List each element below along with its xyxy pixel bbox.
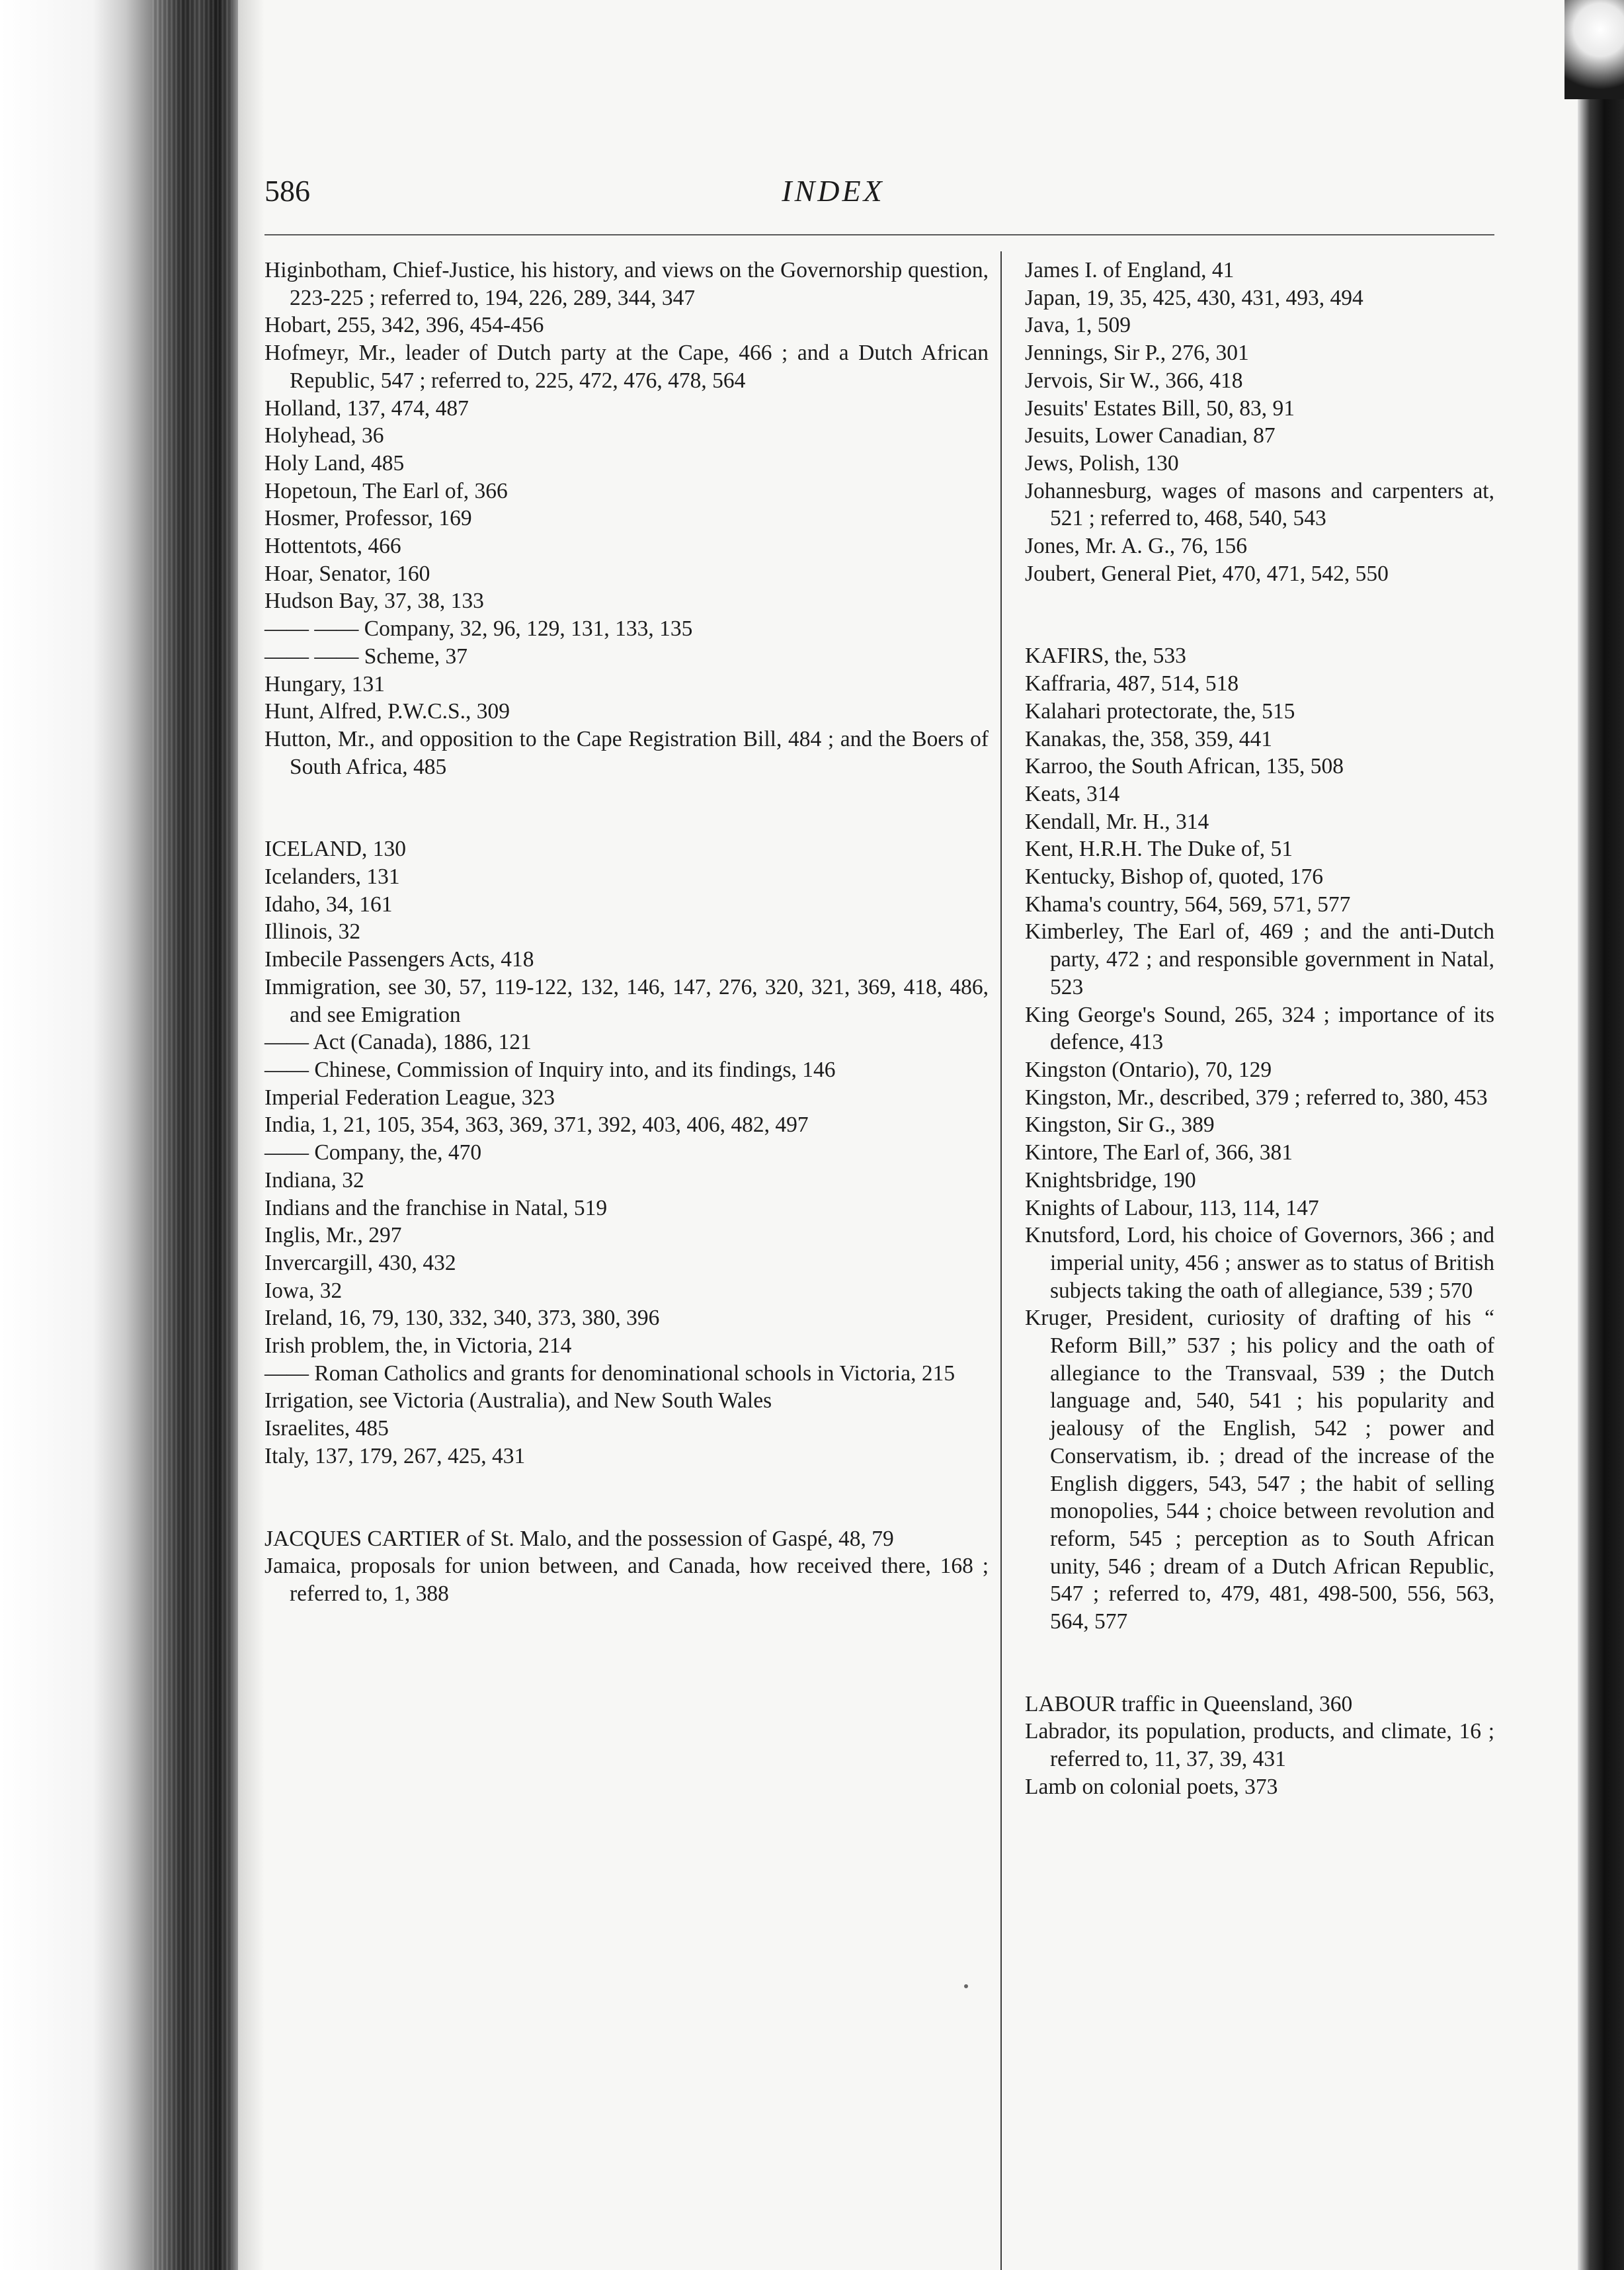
index-entry: King George's Sound, 265, 324 ; importance of its defence, 413 (1025, 1002, 1494, 1055)
index-entry: —— Roman Catholics and grants for denominational schools in Victoria, 215 (264, 1361, 955, 1386)
index-entry: Kingston (Ontario), 70, 129 (1025, 1057, 1272, 1082)
index-entry: Immigration, see 30, 57, 119-122, 132, 146, 147, 276, 320, 321, 369, 418, 486, and see Emigration (264, 974, 989, 1027)
index-entry: Knightsbridge, 190 (1025, 1167, 1196, 1193)
index-entry: Hunt, Alfred, P.W.C.S., 309 (264, 699, 510, 724)
index-entry: Iowa, 32 (264, 1278, 343, 1303)
index-entry: India, 1, 21, 105, 354, 363, 369, 371, 392, 403, 406, 482, 497 (264, 1113, 809, 1138)
index-entry: Hopetoun, The Earl of, 366 (264, 478, 508, 503)
index-entry: James I. of England, 41 (1025, 258, 1235, 282)
index-entry: Kingston, Mr., described, 379 ; referred to, 380, 453 (1025, 1085, 1488, 1110)
index-entry: KAFIRS, the, 533 (1025, 644, 1186, 669)
index-entry: Kanakas, the, 358, 359, 441 (1025, 726, 1273, 751)
index-entry: —— —— Company, 32, 96, 129, 131, 133, 135 (264, 616, 693, 642)
index-entry: Hungary, 131 (264, 671, 386, 696)
index-entry: Hoar, Senator, 160 (264, 561, 430, 586)
index-entry: Kingston, Sir G., 389 (1025, 1113, 1215, 1138)
index-entry: Japan, 19, 35, 425, 430, 431, 493, 494 (1025, 285, 1363, 310)
index-entry: Imperial Federation League, 323 (264, 1085, 555, 1110)
index-entry: Java, 1, 509 (1025, 313, 1131, 338)
ink-speck (964, 1984, 968, 1988)
index-entry: ICELAND, 130 (264, 837, 407, 862)
running-head: INDEX (782, 174, 885, 208)
index-entry: Illinois, 32 (264, 919, 361, 945)
index-entry: Higinbotham, Chief-Justice, his history, and views on the Governorship question, 223-225 ; referred to, 194, 226, 289, 344, 347 (264, 258, 989, 310)
index-entry: Knutsford, Lord, his choice of Governors, 366 ; and imperial unity, 456 ; answer as to status of British subjects taking the oath of allegiance, 539 ; 570 (1025, 1223, 1494, 1303)
page-number: 586 (264, 174, 310, 208)
index-entry: Jervois, Sir W., 366, 418 (1025, 368, 1243, 393)
index-entry: Hobart, 255, 342, 396, 454-456 (264, 313, 544, 338)
index-entry: Jews, Polish, 130 (1025, 450, 1179, 476)
index-entry: Khama's country, 564, 569, 571, 577 (1025, 892, 1351, 917)
index-entry: Invercargill, 430, 432 (264, 1250, 456, 1275)
index-entry: Holland, 137, 474, 487 (264, 396, 469, 421)
index-entry: Irrigation, see Victoria (Australia), and New South Wales (264, 1388, 772, 1413)
index-entry: LABOUR traffic in Queensland, 360 (1025, 1691, 1353, 1716)
index-entry: Hudson Bay, 37, 38, 133 (264, 589, 484, 614)
index-entry: Kalahari protectorate, the, 515 (1025, 698, 1295, 724)
index-entry: Hosmer, Professor, 169 (264, 506, 472, 531)
index-entry: Kimberley, The Earl of, 469 ; and the anti-Dutch party, 472 ; and responsible government in Natal, 523 (1025, 919, 1494, 999)
index-entry: Kentucky, Bishop of, quoted, 176 (1025, 864, 1323, 890)
index-entry: Jesuits, Lower Canadian, 87 (1025, 423, 1276, 448)
index-entry: —— Chinese, Commission of Inquiry into, and its findings, 146 (264, 1057, 836, 1082)
index-entry: Knights of Labour, 113, 114, 147 (1025, 1195, 1319, 1220)
right-corner-mark (1564, 0, 1624, 99)
index-entry: Jesuits' Estates Bill, 50, 83, 91 (1025, 396, 1295, 421)
column-divider (1000, 251, 1002, 2270)
index-entry: Jennings, Sir P., 276, 301 (1025, 341, 1249, 366)
index-entry: Kendall, Mr. H., 314 (1025, 809, 1209, 834)
index-entry: Kent, H.R.H. The Duke of, 51 (1025, 837, 1293, 862)
index-entry: Ireland, 16, 79, 130, 332, 340, 373, 380, 396 (264, 1306, 660, 1331)
section-gap (264, 780, 989, 835)
index-entry: Joubert, General Piet, 470, 471, 542, 550 (1025, 561, 1389, 586)
index-entry: Irish problem, the, in Victoria, 214 (264, 1333, 572, 1359)
page-edges-texture (152, 0, 231, 2270)
index-entry: Jamaica, proposals for union between, and Canada, how received there, 168 ; referred to, 1, 388 (264, 1554, 989, 1606)
index-entry: Inglis, Mr., 297 (264, 1223, 402, 1248)
page-header (264, 173, 1494, 226)
section-gap (1025, 587, 1494, 642)
index-entry: Imbecile Passengers Acts, 418 (264, 947, 534, 972)
index-entry: Karroo, the South African, 135, 508 (1025, 754, 1344, 779)
index-entry: Icelanders, 131 (264, 864, 400, 890)
index-column-left (264, 257, 989, 1608)
index-entry: Kruger, President, curiosity of drafting of his “ Reform Bill,” 537 ; his policy and the oath of allegiance to the Transvaal, 539 ; the Dutch language and, 540, 541 ; his popularity and jealousy of the English, 542 ; power and Conservatism, ib. ; dread of the increase of the English diggers, 543, 547 ; the habit of selling monopolies, 544 ; choice between revolution and reform, 545 ; perception as to South African unity, 546 ; dream of a Dutch African Republic, 547 ; referred to, 479, 481, 498-500, 556, 563, 564, 577 (1025, 1306, 1494, 1634)
index-entry: Hofmeyr, Mr., leader of Dutch party at the Cape, 466 ; and a Dutch African Republic, 547 ; referred to, 225, 472, 476, 478, 564 (264, 341, 989, 393)
index-entry: Indians and the franchise in Natal, 519 (264, 1195, 608, 1220)
index-entry: —— —— Scheme, 37 (264, 644, 468, 669)
index-entry: Jones, Mr. A. G., 76, 156 (1025, 534, 1247, 559)
header-rule (264, 234, 1494, 235)
index-entry: Lamb on colonial poets, 373 (1025, 1774, 1278, 1799)
index-entry: Holy Land, 485 (264, 450, 405, 476)
index-entry: Indiana, 32 (264, 1167, 364, 1193)
index-column-right (1025, 257, 1494, 1801)
index-entry: Johannesburg, wages of masons and carpenters at, 521 ; referred to, 468, 540, 543 (1025, 478, 1494, 531)
right-page-edge (1578, 0, 1624, 2270)
index-entry: Kaffraria, 487, 514, 518 (1025, 671, 1239, 696)
index-entry: Holyhead, 36 (264, 423, 384, 448)
index-entry: —— Act (Canada), 1886, 121 (264, 1030, 532, 1055)
index-entry: Hottentots, 466 (264, 534, 401, 559)
index-entry: Idaho, 34, 161 (264, 892, 393, 917)
index-entry: Labrador, its population, products, and climate, 16 ; referred to, 11, 37, 39, 431 (1025, 1719, 1494, 1772)
index-entry: —— Company, the, 470 (264, 1140, 482, 1165)
index-entry: Italy, 137, 179, 267, 425, 431 (264, 1443, 526, 1468)
index-entry: Israelites, 485 (264, 1416, 389, 1441)
index-entry: Kintore, The Earl of, 366, 381 (1025, 1140, 1293, 1165)
index-entry: JACQUES CARTIER of St. Malo, and the possession of Gaspé, 48, 79 (264, 1526, 894, 1551)
section-gap (264, 1470, 989, 1525)
index-entry: Hutton, Mr., and opposition to the Cape Registration Bill, 484 ; and the Boers of South Africa, 485 (264, 726, 989, 779)
section-gap (1025, 1636, 1494, 1691)
index-entry: Keats, 314 (1025, 781, 1120, 806)
gutter-shadow (238, 0, 264, 2270)
